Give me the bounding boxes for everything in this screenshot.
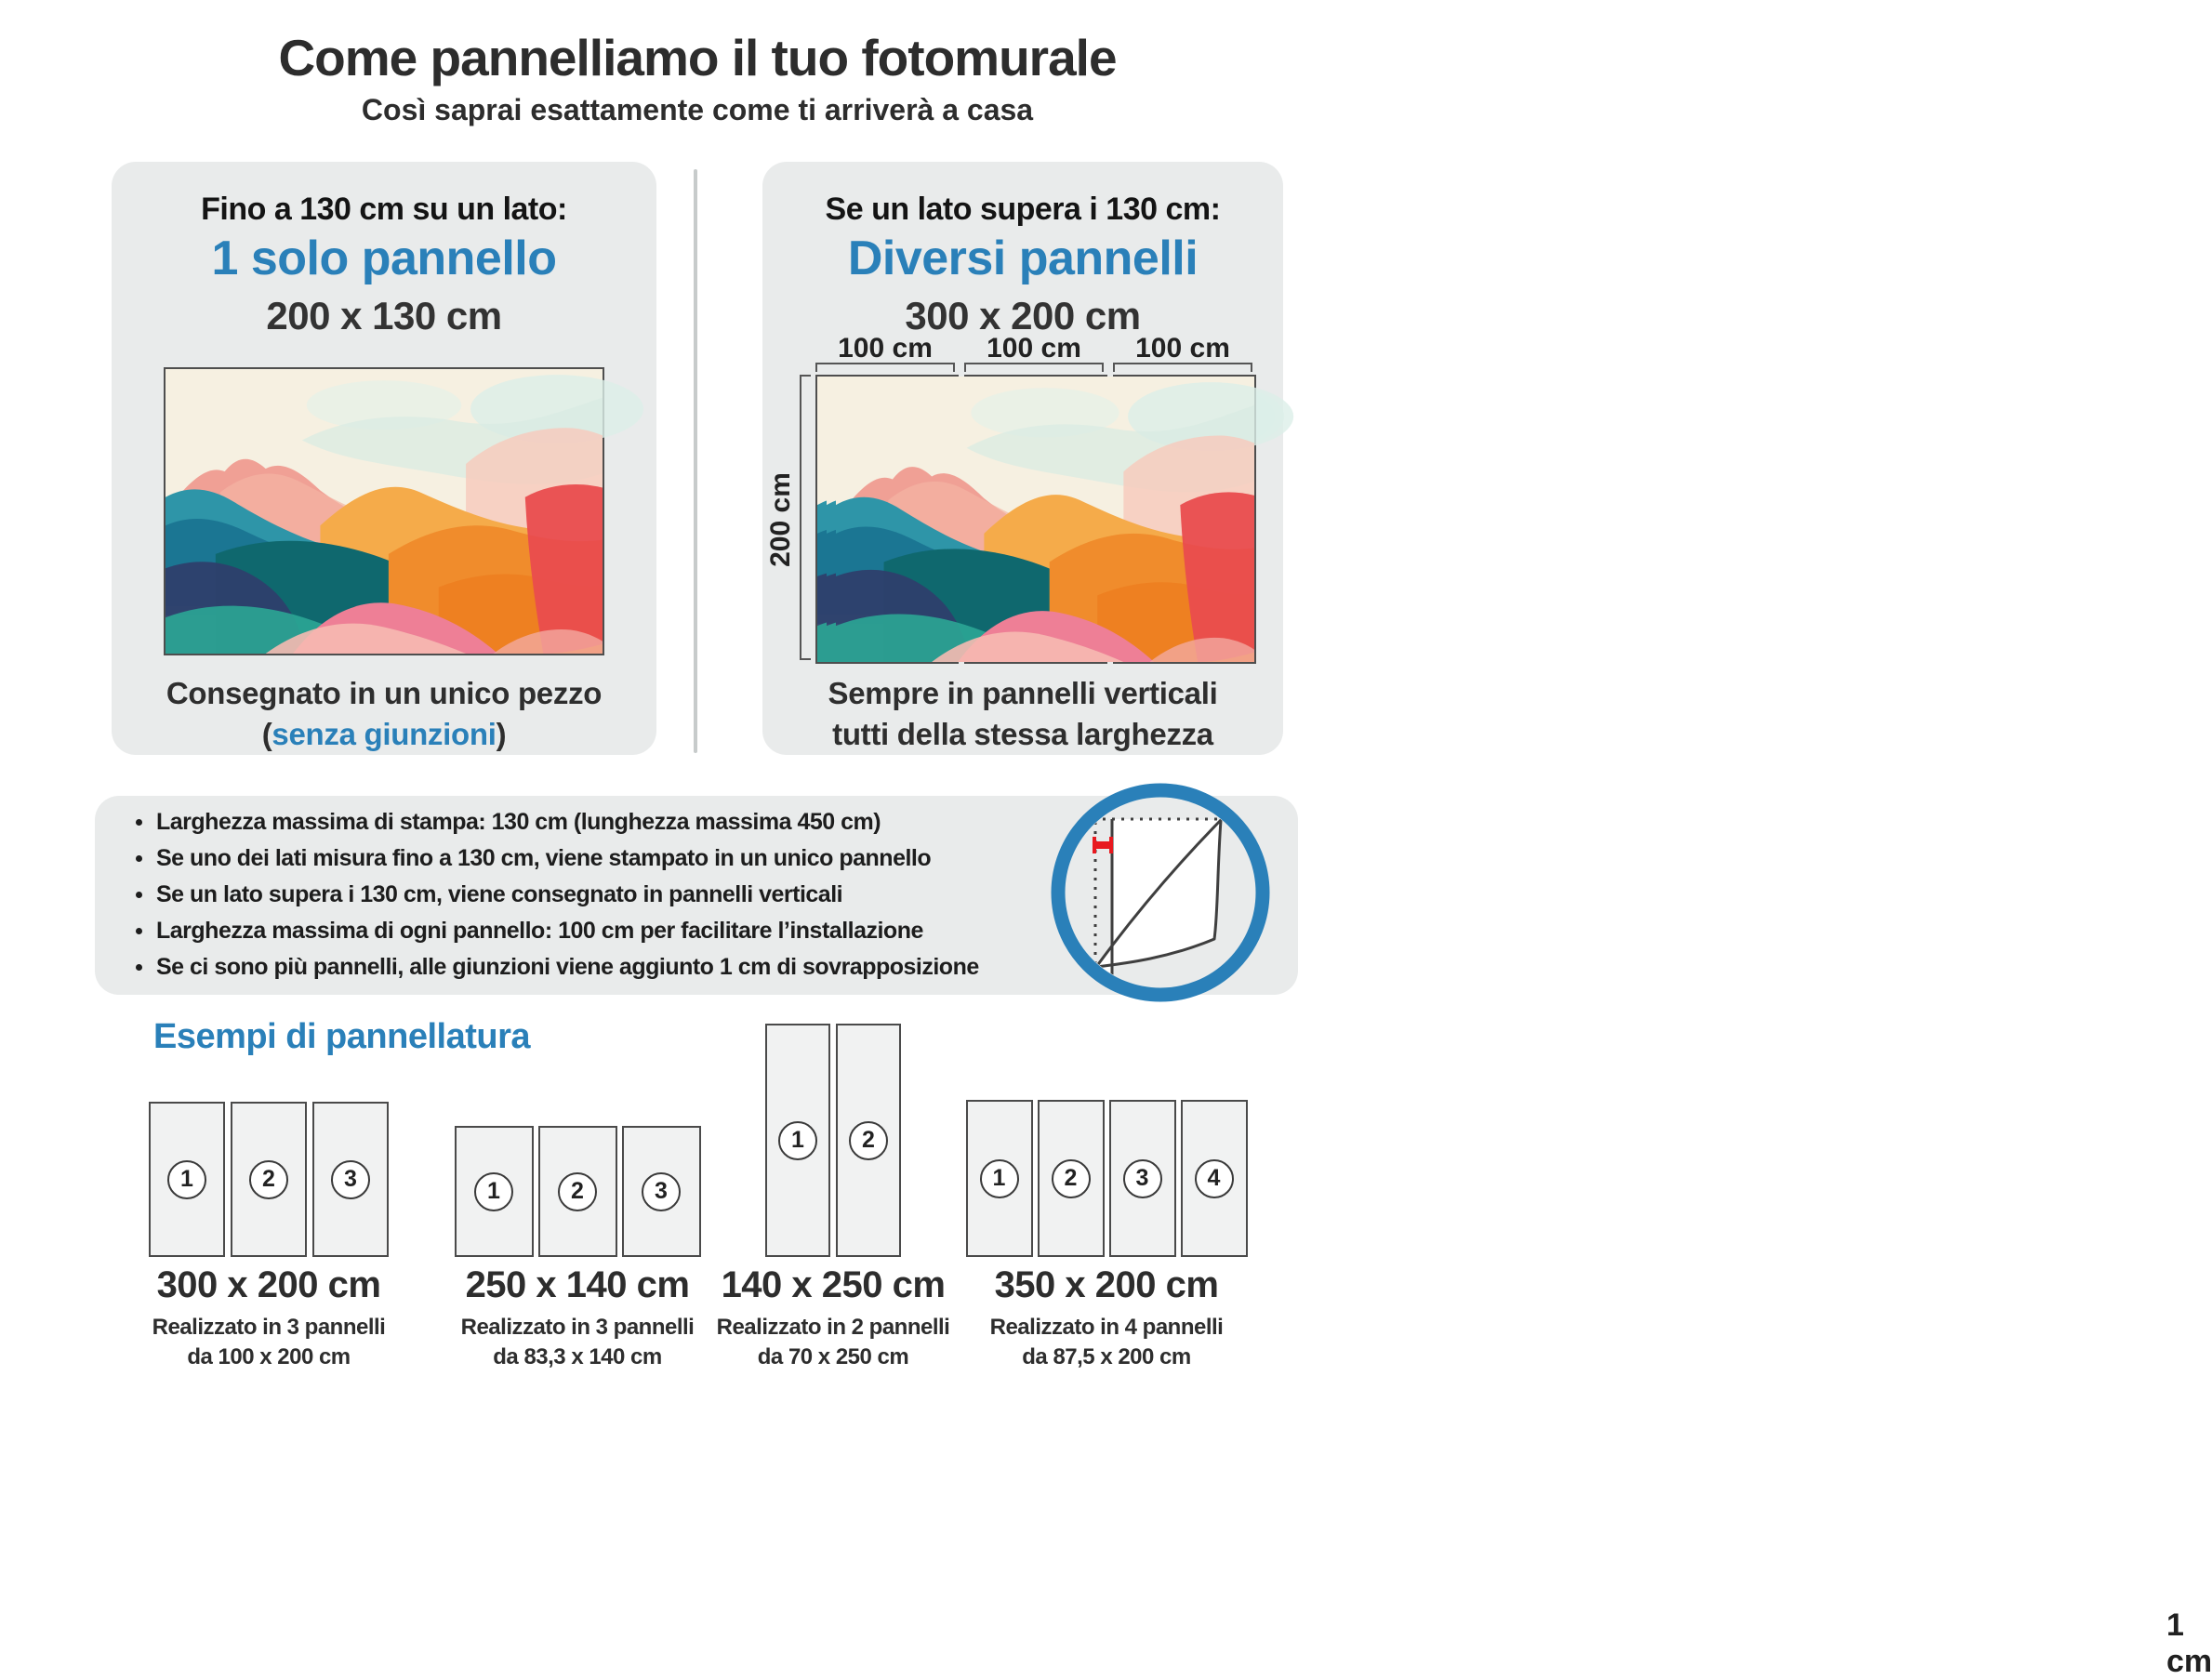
example-detail-1: Realizzato in 4 pannelli bbox=[989, 1315, 1224, 1340]
demo-panel bbox=[538, 1126, 617, 1257]
example-detail-1: Realizzato in 3 pannelli bbox=[152, 1315, 386, 1340]
panel-number-badge: 1 bbox=[474, 1172, 513, 1211]
panel-height-label: 200 cm bbox=[765, 472, 796, 567]
example-350x200 bbox=[958, 1100, 1255, 1371]
example-300x200 bbox=[120, 1102, 417, 1371]
demo-panel bbox=[836, 1024, 901, 1257]
paren-open: ( bbox=[261, 717, 272, 751]
example-panels bbox=[684, 1024, 982, 1257]
demo-panel bbox=[455, 1126, 534, 1257]
mural-panel-slice-3 bbox=[1113, 375, 1256, 664]
panel-number-badge: 2 bbox=[558, 1172, 597, 1211]
single-panel-caption-2 bbox=[112, 717, 656, 752]
panel-width-label-3: 100 cm bbox=[1135, 333, 1230, 364]
bullet-dot bbox=[136, 819, 142, 826]
demo-panel bbox=[966, 1100, 1033, 1257]
demo-panel bbox=[1038, 1100, 1105, 1257]
panel-number-badge: 2 bbox=[849, 1121, 888, 1160]
demo-panel bbox=[1181, 1100, 1248, 1257]
single-panel-card bbox=[112, 162, 656, 755]
bullet-dot bbox=[136, 892, 142, 898]
height-measure-bracket bbox=[800, 375, 811, 660]
bullet-text: Larghezza massima di stampa: 130 cm (lunghezza massima 450 cm) bbox=[156, 809, 881, 835]
example-size: 140 x 250 cm bbox=[721, 1264, 946, 1305]
multi-panel-size: 300 x 200 cm bbox=[905, 294, 1141, 337]
mural-preview-image bbox=[164, 367, 604, 655]
example-detail-2: da 87,5 x 200 cm bbox=[1022, 1344, 1191, 1369]
width-measure-bracket-3 bbox=[1113, 363, 1252, 374]
panel-number-badge: 3 bbox=[331, 1160, 370, 1199]
panel-number-badge: 1 bbox=[980, 1159, 1019, 1198]
multi-panel-highlight: Diversi pannelli bbox=[847, 231, 1199, 285]
example-panels bbox=[120, 1102, 417, 1257]
panel-number-badge: 2 bbox=[249, 1160, 288, 1199]
multi-panel-condition: Se un lato supera i 130 cm: bbox=[825, 192, 1221, 227]
single-panel-caption: Consegnato in un unico pezzo bbox=[166, 676, 603, 710]
watercolor-artwork bbox=[166, 369, 603, 654]
width-measure-bracket-1 bbox=[815, 363, 955, 374]
example-panels bbox=[429, 1126, 726, 1257]
page-subtitle: Così saprai esattamente come ti arriverà a casa bbox=[361, 93, 1034, 126]
panel-number-badge: 1 bbox=[778, 1121, 817, 1160]
page-title: Come pannelliamo il tuo fotomurale bbox=[278, 29, 1117, 86]
examples-heading: Esempi di pannellatura bbox=[153, 1017, 530, 1056]
example-detail-2: da 83,3 x 140 cm bbox=[493, 1344, 662, 1369]
overlap-size-label: 1 cm bbox=[2166, 1607, 2212, 1679]
bullet-text: Se un lato supera i 130 cm, viene consegnato in pannelli verticali bbox=[156, 881, 843, 907]
bullet-dot bbox=[136, 964, 142, 971]
multi-panel-caption-2: tutti della stessa larghezza bbox=[832, 717, 1213, 751]
multi-panel-card bbox=[762, 162, 1283, 755]
bullet-text: Se ci sono più pannelli, alle giunzioni viene aggiunto 1 cm di sovrapposizione bbox=[156, 954, 979, 980]
no-seams-highlight: senza giunzioni bbox=[272, 717, 497, 751]
page-curl-icon bbox=[1049, 781, 1272, 1004]
single-panel-highlight: 1 solo pannello bbox=[211, 231, 557, 285]
example-250x140 bbox=[429, 1126, 726, 1371]
bullet-text: Se uno dei lati misura fino a 130 cm, viene stampato in un unico pannello bbox=[156, 845, 932, 871]
demo-panel bbox=[231, 1102, 307, 1257]
example-size: 300 x 200 cm bbox=[156, 1264, 381, 1305]
example-panels bbox=[958, 1100, 1255, 1257]
panel-number-badge: 3 bbox=[1123, 1159, 1162, 1198]
demo-panel bbox=[312, 1102, 389, 1257]
example-detail-1: Realizzato in 3 pannelli bbox=[460, 1315, 695, 1340]
width-measure-bracket-2 bbox=[964, 363, 1104, 374]
example-detail-2: da 100 x 200 cm bbox=[187, 1344, 351, 1369]
single-panel-condition: Fino a 130 cm su un lato: bbox=[201, 192, 567, 227]
example-detail-2: da 70 x 250 cm bbox=[757, 1344, 909, 1369]
bullet-text: Larghezza massima di ogni pannello: 100 cm per facilitare l’installazione bbox=[156, 918, 923, 944]
bullet-dot bbox=[136, 928, 142, 934]
example-detail-1: Realizzato in 2 pannelli bbox=[716, 1315, 950, 1340]
panel-number-badge: 4 bbox=[1195, 1159, 1234, 1198]
paren-close: ) bbox=[496, 717, 507, 751]
demo-panel bbox=[1109, 1100, 1176, 1257]
panel-width-label-2: 100 cm bbox=[987, 333, 1081, 364]
example-size: 350 x 200 cm bbox=[994, 1264, 1219, 1305]
example-140x250 bbox=[684, 1024, 982, 1371]
single-panel-size: 200 x 130 cm bbox=[266, 294, 502, 337]
panel-width-label-1: 100 cm bbox=[838, 333, 933, 364]
panel-number-badge: 2 bbox=[1052, 1159, 1091, 1198]
example-size: 250 x 140 cm bbox=[465, 1264, 690, 1305]
cards-divider bbox=[694, 169, 697, 753]
watercolor-slice-3 bbox=[1115, 377, 1254, 662]
multi-panel-caption-1: Sempre in pannelli verticali bbox=[828, 676, 1218, 710]
demo-panel bbox=[765, 1024, 830, 1257]
bullet-dot bbox=[136, 855, 142, 862]
panel-number-badge: 3 bbox=[642, 1172, 681, 1211]
demo-panel bbox=[149, 1102, 225, 1257]
panel-number-badge: 1 bbox=[167, 1160, 206, 1199]
